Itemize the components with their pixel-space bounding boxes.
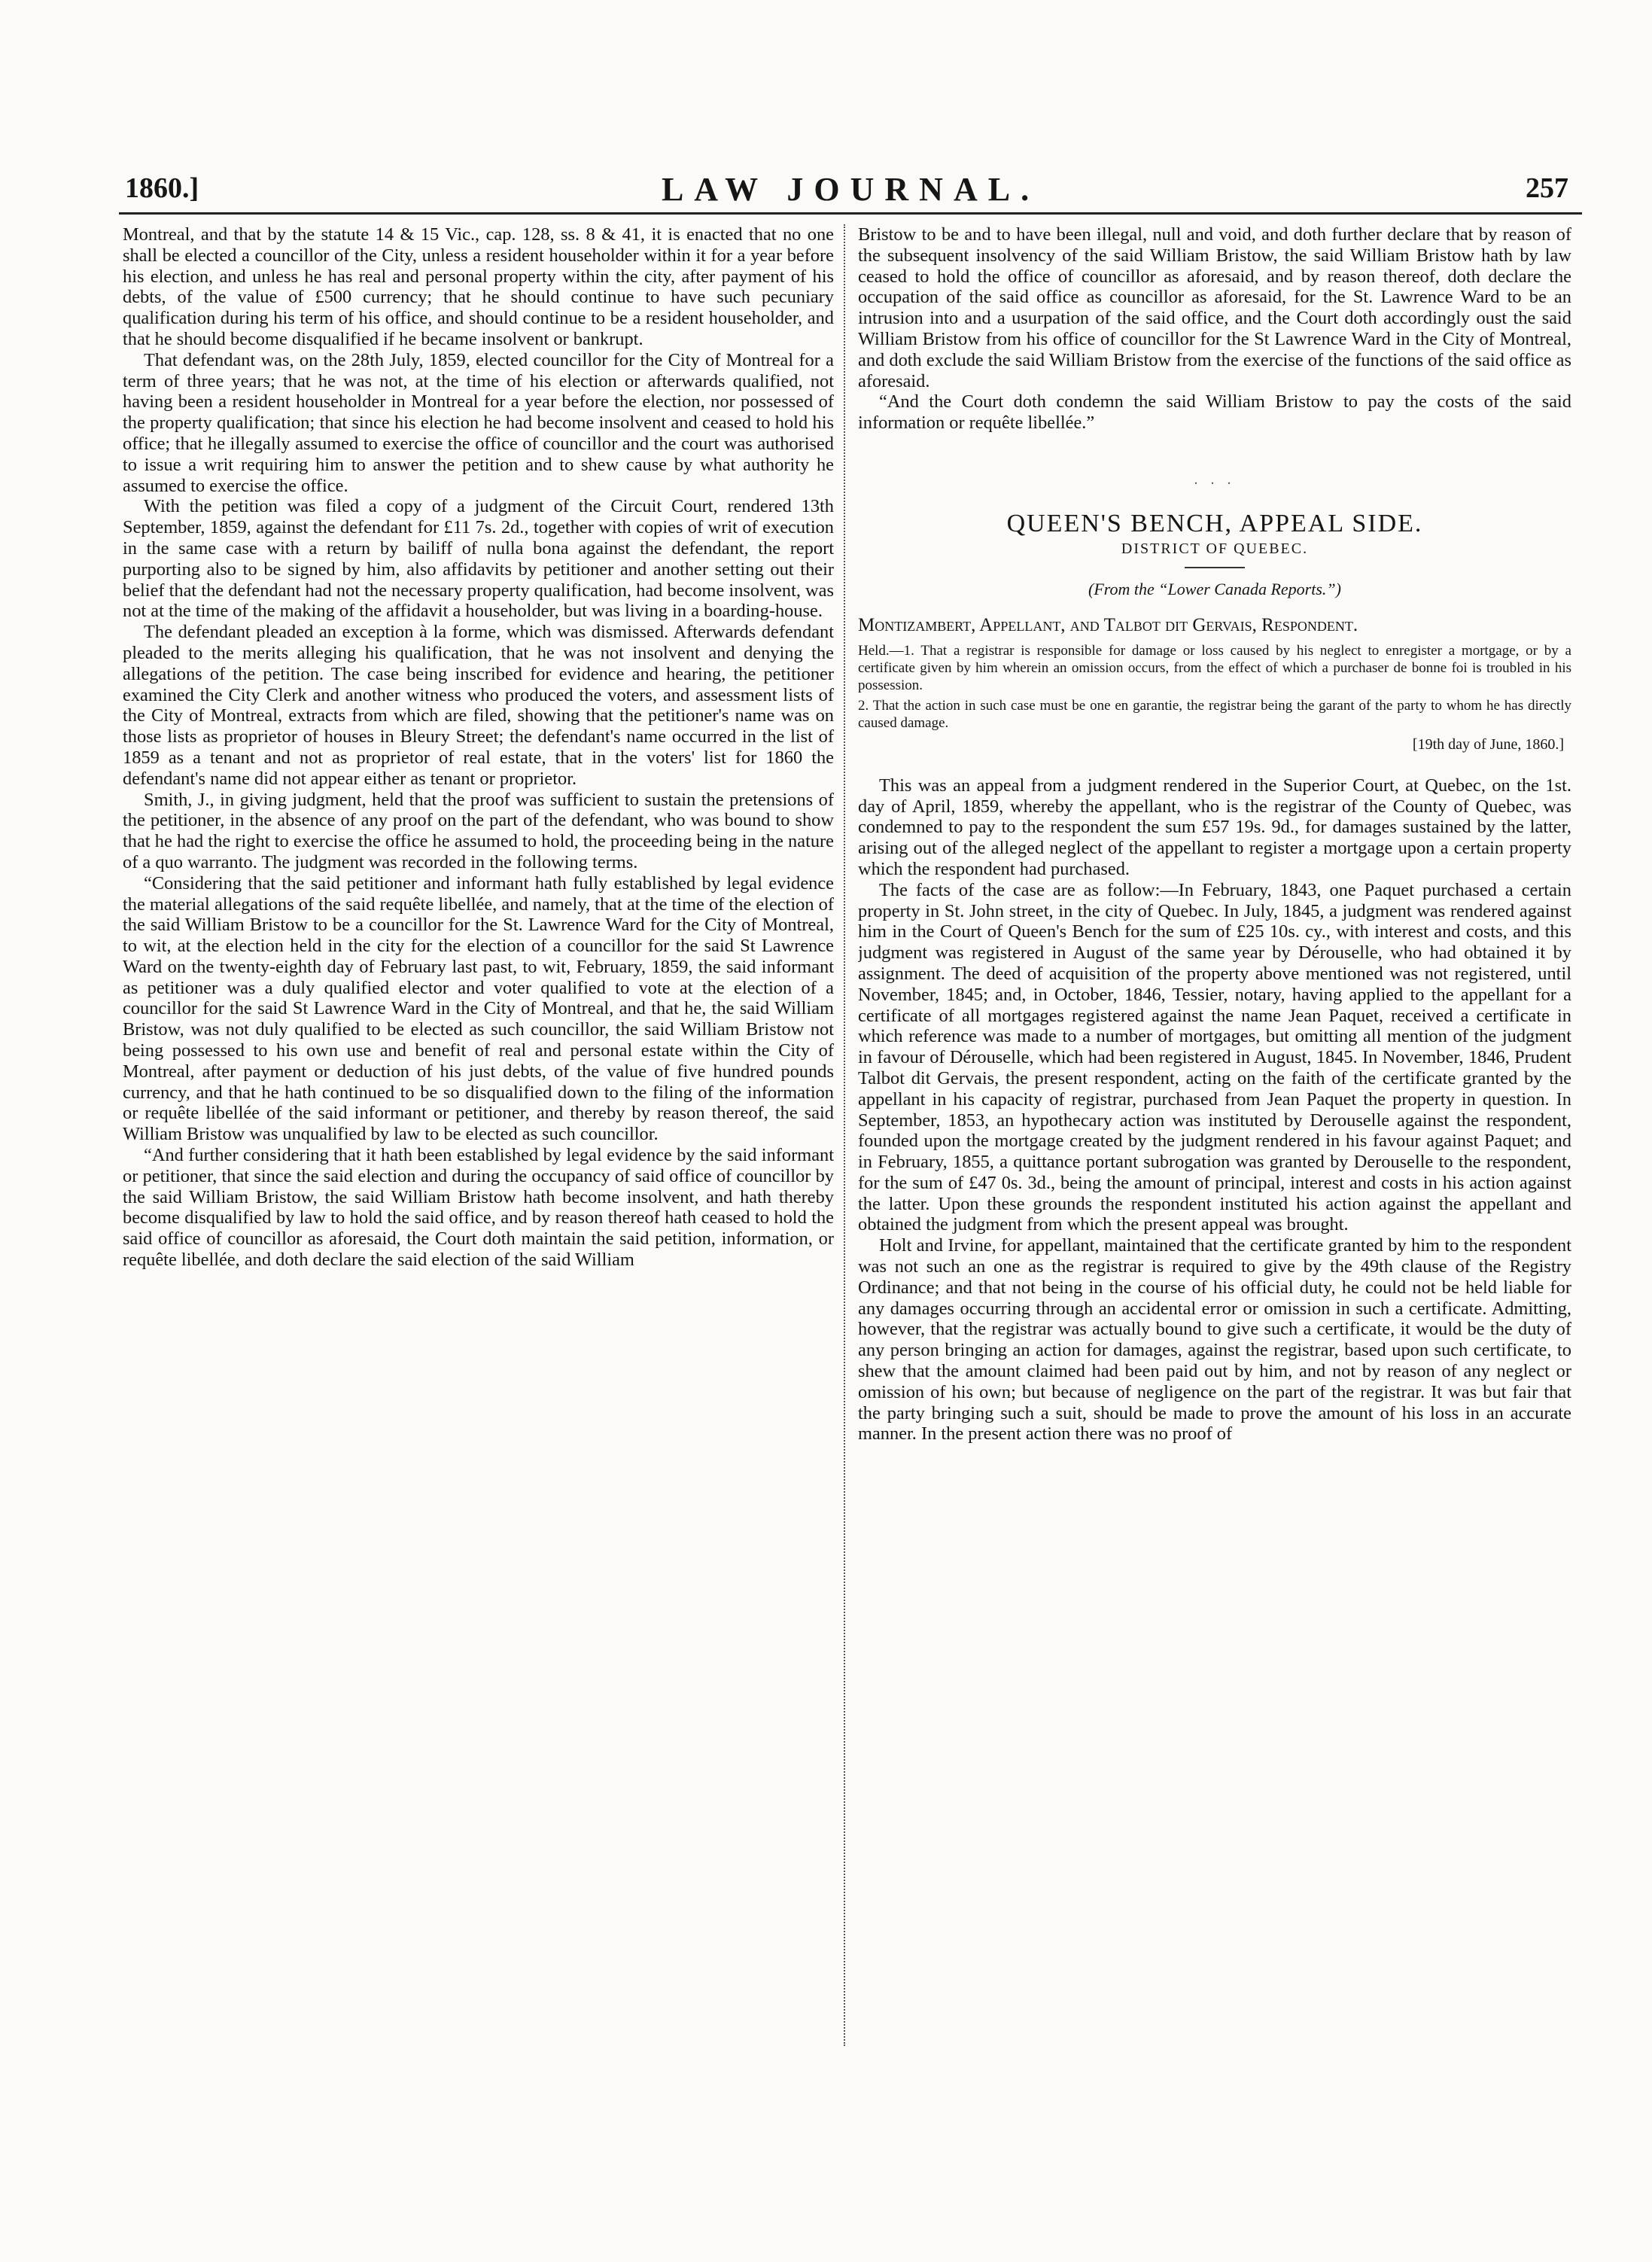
column-divider <box>844 224 845 2046</box>
case-parties: Montizambert, Appellant, and Talbot dit Gervais, Respondent. <box>858 615 1358 636</box>
section-title: QUEEN'S BENCH, APPEAL SIDE. <box>1006 509 1423 537</box>
held-note: Held.—1. That a registrar is responsible for damage or loss caused by his neglect to enregister a mortgage, or by a certificate given by him wherein an omission occurs, from the effect of which a purchaser de bonne foi is troubled in his possession. <box>858 642 1571 693</box>
paragraph: “And the Court doth condemn the said William Bristow to pay the costs of the said information or requête libellée.” <box>858 391 1571 434</box>
short-rule <box>1185 567 1245 568</box>
section-source: (From the “Lower Canada Reports.”) <box>1088 580 1341 599</box>
paragraph: With the petition was filed a copy of a judgment of the Circuit Court, rendered 13th September, 1859, against the defendant for £11 7s. 2d., together with copies of writ of execution in the same case with a return by bailiff of nulla bona against the defendant, the report purporting also to be signed by him, also affidavits by petitioner and another setting out their belief that the defendant had not the necessary property qualification, had become insolvent, was not at the time of the making of the affidavit a householder, but was living in a boarding-house. <box>123 496 834 622</box>
paragraph: Montreal, and that by the statute 14 & 15 Vic., cap. 128, ss. 8 & 41, it is enacted that no one shall be elected a councillor of the City, unless a resident householder within it for a year before his election, and unless he has real and personal property within the city, after payment of his debts, of the value of £500 currency; that he should continue to have such pecuniary qualification during his term of his office, and should continue to be a resident householder, and that he should become disqualified if he became insolvent or bankrupt. <box>123 224 834 349</box>
journal-title: LAW JOURNAL. <box>661 171 1040 208</box>
header-year: 1860.] <box>125 172 199 204</box>
section-divider: . . . <box>1194 470 1236 488</box>
paragraph: “And further considering that it hath been established by legal evidence by the said informant or petitioner, that since the said election and during the occupancy of said office of councillor by the said William Bristow, the said William Bristow hath become insolvent, and hath thereby become disqualified by law to hold the said office, and by reason thereof hath ceased to hold the said office of councillor as aforesaid, the Court doth maintain the said petition, information, or requête libellée, and doth declare the said election of the said William <box>123 1145 834 1271</box>
left-column <box>123 224 834 2046</box>
section-district: DISTRICT OF QUEBEC. <box>1121 540 1309 557</box>
paragraph: That defendant was, on the 28th July, 1859, elected councillor for the City of Montreal for a term of three years; that he was not, at the time of his election or afterwards qualified, not having been a resident householder in Montreal for a year before the election, nor possessed of the property qualification; that since his election he had become insolvent and ceased to hold his office; that he illegally assumed to exercise the office of councillor and the court was authorised to issue a writ requiring him to answer the petition and to shew cause by what authority he assumed to exercise the office. <box>123 349 834 496</box>
paragraph: Smith, J., in giving judgment, held that the proof was sufficient to sustain the pretensions of the petitioner, in the absence of any proof on the part of the defendant, who was bound to show that he had the right to exercise the office he assumed to hold, the proceeding being in the nature of a quo warranto. The judgment was recorded in the following terms. <box>123 789 834 872</box>
held-note: 2. That the action in such case must be one en garantie, the registrar being the garant of the party to whom he has directly caused damage. <box>858 697 1571 731</box>
right-column <box>858 224 1571 2046</box>
page-number: 257 <box>1526 172 1568 204</box>
decision-date: [19th day of June, 1860.] <box>1412 735 1564 753</box>
page-header <box>119 167 1582 215</box>
paragraph: Holt and Irvine, for appellant, maintained that the certificate granted by him to the respondent was not such an one as the registrar is required to give by the 49th clause of the Registry Ordinance; and that not being in the course of his official duty, he could not be held liable for any damages occurring through an accidental error or omission in such a certificate. Admitting, however, that the registrar was actually bound to give such a certificate, it would be the duty of any person bringing an action for damages, against the registrar, based upon such certificate, to shew that the amount claimed had been paid out by him, and not by reason of any neglect or omission of his own; but because of negligence on the part of the registrar. It was but fair that the party bringing such a suit, should be made to prove the amount of his loss in an accurate manner. In the present action there was no proof of <box>858 1235 1571 1445</box>
paragraph: This was an appeal from a judgment rendered in the Superior Court, at Quebec, on the 1st. day of April, 1859, whereby the appellant, who is the registrar of the County of Quebec, was condemned to pay to the respondent the sum £57 19s. 9d., for damages sustained by the latter, arising out of the alleged neglect of the appellant to register a mortgage upon a certain property which the respondent had purchased. <box>858 775 1571 879</box>
paragraph: Bristow to be and to have been illegal, null and void, and doth further declare that by reason of the subsequent insolvency of the said William Bristow, the said William Bristow hath by law ceased to hold the office of councillor as aforesaid, and by reason thereof, doth declare the occupation of the said office as councillor as aforesaid, for the St. Lawrence Ward to be an intrusion into and a usurpation of the said office, and the Court doth accordingly oust the said William Bristow from his office of councillor for the St Lawrence Ward in the City of Montreal, and doth exclude the said William Bristow from the exercise of the functions of the said office as aforesaid. <box>858 224 1571 391</box>
paragraph: “Considering that the said petitioner and informant hath fully established by legal evidence the material allegations of the said requête libellée, and namely, that at the time of the election of the said William Bristow to be a councillor for the St. Lawrence Ward for the City of Montreal, to wit, at the election held in the city for the election of a councillor for the said St Lawrence Ward on the twenty-eighth day of February last past, to wit, February, 1859, the said informant as petitioner was a duly qualified elector and voter qualified to vote at the election of a councillor for the said St Lawrence Ward in the City of Montreal, and that he, the said William Bristow, was not duly qualified to be elected as such councillor, the said William Bristow not being possessed to his own use and benefit of real and personal estate within the City of Montreal, after payment or deduction of his just debts, of the value of five hundred pounds currency, and that he hath continued to be so disqualified down to the filing of the information or requête libellée of the said informant or petitioner, and thereby by reason thereof, the said William Bristow was unqualified by law to be elected as such councillor. <box>123 872 834 1145</box>
paragraph: The facts of the case are as follow:—In February, 1843, one Paquet purchased a certain property in St. John street, in the city of Quebec. In July, 1845, a judgment was rendered against him in the Court of Queen's Bench for the sum of £25 10s. cy., with interest and costs, and this judgment was registered in August of the same year by Dérouselle, who had obtained it by assignment. The deed of acquisition of the property above mentioned was not registered, until November, 1845; and, in October, 1846, Tessier, notary, having applied to the appellant for a certificate of all mortgages registered against the name Jean Paquet, received a certificate in which reference was made to a number of mortgages, but omitting all mention of the judgment in favour of Dérouselle, which had been registered in August, 1845. In November, 1846, Prudent Talbot dit Gervais, the present respondent, acting on the faith of the certificate granted by the appellant in his capacity of registrar, purchased from Jean Paquet the property in question. In September, 1853, an hypothecary action was instituted by Derouselle against the respondent, founded upon the mortgage created by the judgment rendered in his favour against Paquet; and in February, 1855, a quittance portant subrogation was granted by Derouselle to the respondent, for the sum of £47 0s. 3d., being the amount of principal, interest and costs in his action against the latter. Upon these grounds the respondent instituted his action against the appellant and obtained the judgment from which the present appeal was brought. <box>858 879 1571 1235</box>
paragraph: The defendant pleaded an exception à la forme, which was dismissed. Afterwards defendant pleaded to the merits alleging his qualification, that he was not insolvent and denying the allegations of the petition. The case being inscribed for evidence and hearing, the petitioner examined the City Clerk and another witness who produced the voters, and assessment lists of the City of Montreal, extracts from which are filed, showing that the petitioner's name was on those lists as proprietor of houses in Bleury Street; the defendant's name occurred in the list of 1859 as a tenant and not as proprietor of real estate, that in the voters' list for 1860 the defendant's name did not appear either as tenant or proprietor. <box>123 622 834 789</box>
